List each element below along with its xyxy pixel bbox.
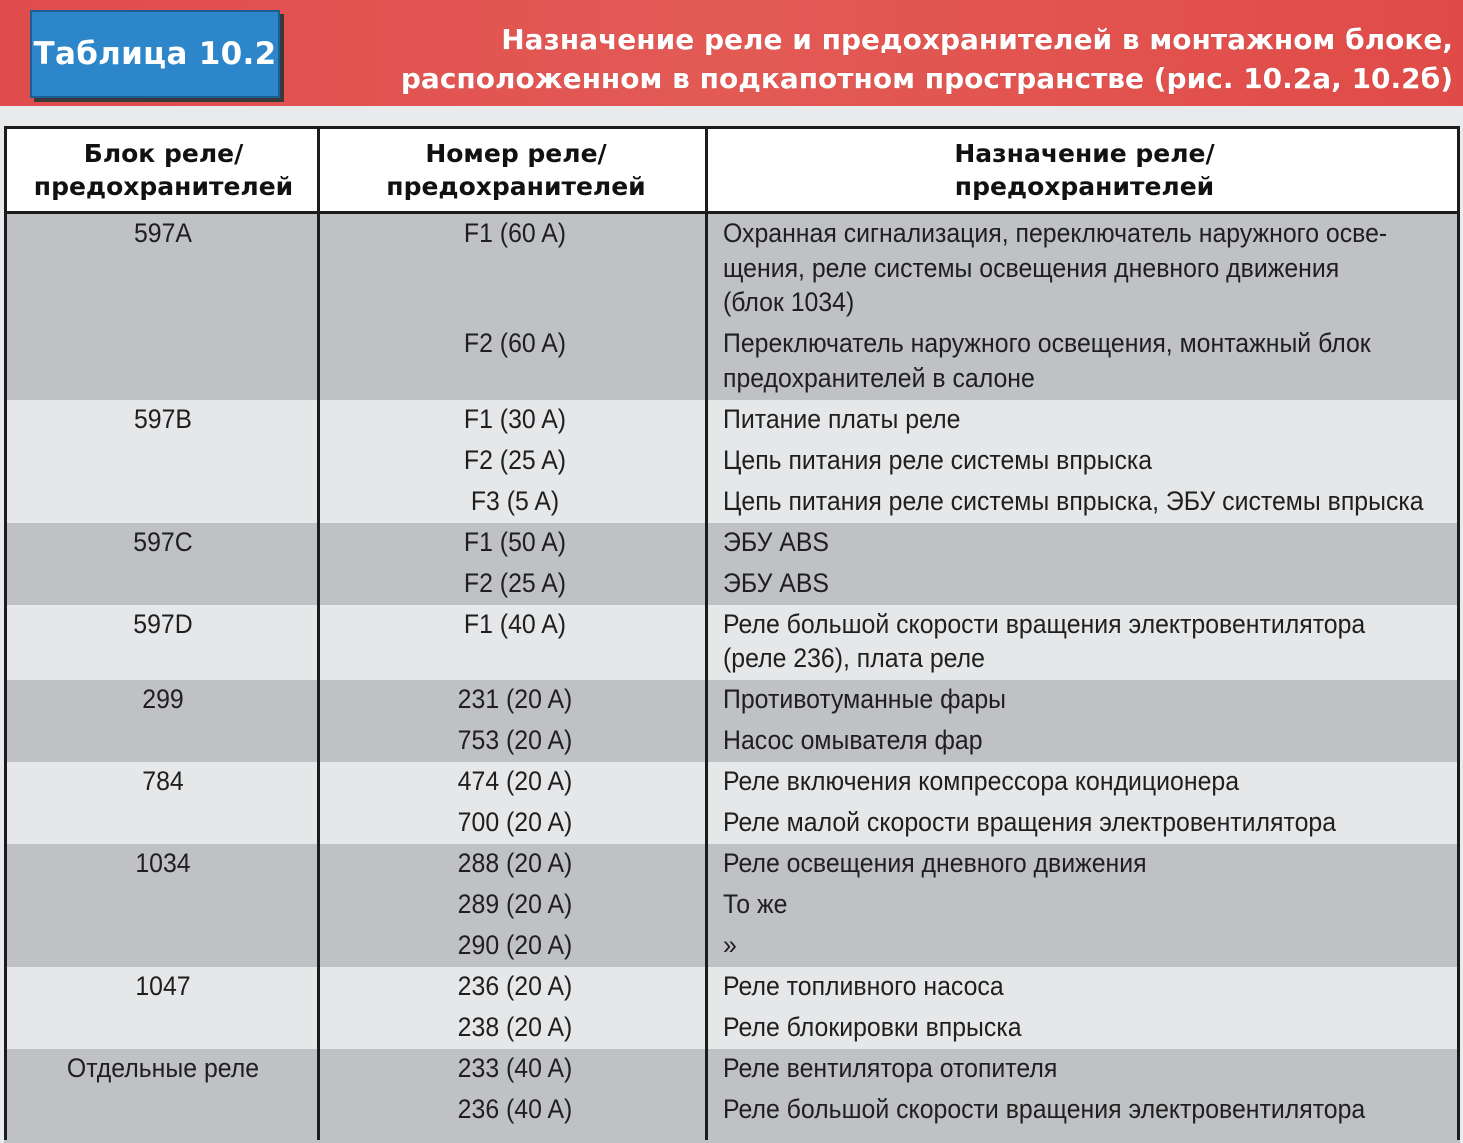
cell-number: 474 (20 A) xyxy=(457,766,573,796)
cell-number: F2 (25 A) xyxy=(463,567,567,598)
cell-block: 597D xyxy=(133,608,193,639)
cell-purpose-line: Переключатель наружного освещения, монтажный блок xyxy=(723,328,1371,358)
column-divider-2 xyxy=(705,126,708,1140)
table-border-right xyxy=(1457,126,1460,1140)
cell-purpose-line: Реле большой скорости вращения электровентилятора xyxy=(723,1094,1366,1124)
cell-number: F2 (25 A) xyxy=(463,444,567,475)
cell-number: 231 (20 A) xyxy=(457,684,573,714)
cell-purpose-line: Противотуманные фары xyxy=(723,684,1007,714)
cell-block: 597A xyxy=(133,218,193,248)
table-title-line-2: расположенном в подкапотном пространстве (рис. 10.2а, 10.2б) xyxy=(400,62,1453,95)
cell-number: 238 (20 A) xyxy=(457,1012,573,1042)
cell-purpose-line: Реле большой скорости вращения электровентилятора xyxy=(723,608,1366,639)
table-number-badge: Таблица 10.2 xyxy=(30,10,280,98)
cell-number: 233 (40 A) xyxy=(457,1053,573,1083)
table-title xyxy=(353,20,1453,98)
cell-block: 1047 xyxy=(135,971,191,1001)
cell-number: F1 (30 A) xyxy=(463,403,567,434)
cell-block: 597B xyxy=(133,403,193,434)
cell-number: 288 (20 A) xyxy=(457,848,573,878)
cell-purpose-line: Реле освещения дневного движения xyxy=(723,848,1147,878)
cell-block: 597C xyxy=(133,526,193,557)
cell-purpose-line: (реле 236), плата реле xyxy=(723,643,985,673)
cell-block: Отдельные реле xyxy=(66,1053,260,1083)
column-header-block: Блок реле/ предохранителей xyxy=(33,139,294,201)
relay-fuse-table xyxy=(0,126,1463,1140)
cell-number: F1 (50 A) xyxy=(463,526,567,557)
cell-purpose-line: ЭБУ ABS xyxy=(723,567,829,598)
cell-block: 299 xyxy=(142,684,184,714)
cell-purpose-line: Охранная сигнализация, переключатель наружного осве- xyxy=(723,218,1388,248)
column-divider-1 xyxy=(317,126,320,1140)
cell-number: 289 (20 A) xyxy=(457,889,573,919)
cell-purpose-line: (блок 1034) xyxy=(723,287,855,317)
cell-purpose-line: Реле малой скорости вращения электровентилятора xyxy=(723,807,1337,837)
cell-number: 290 (20 A) xyxy=(457,930,573,960)
cell-purpose-line: Насос омывателя фар xyxy=(723,725,983,755)
cell-purpose-line: предохранителей в салоне xyxy=(723,362,1035,393)
cell-purpose-line: Реле вентилятора отопителя xyxy=(723,1053,1058,1083)
cell-number: F3 (5 A) xyxy=(470,485,560,516)
cell-purpose-line: Реле включения компрессора кондиционера xyxy=(723,766,1240,796)
table-title-line-1: Назначение реле и предохранителей в монтажном блоке, xyxy=(501,23,1453,56)
cell-purpose-line: щения, реле системы освещения дневного движения xyxy=(723,252,1340,283)
cell-purpose-line: Цепь питания реле системы впрыска xyxy=(723,444,1153,475)
cell-purpose-line: Цепь питания реле системы впрыска, ЭБУ системы впрыска xyxy=(723,485,1424,516)
cell-purpose-line: Реле блокировки впрыска xyxy=(723,1012,1022,1042)
cell-purpose-line: Питание платы реле xyxy=(723,403,961,434)
column-header-number: Номер реле/ предохранителей xyxy=(386,139,646,201)
cell-purpose-line: » xyxy=(723,930,737,960)
cell-number: 753 (20 A) xyxy=(457,725,573,755)
cell-number: 236 (40 A) xyxy=(457,1094,573,1124)
cell-number: F1 (60 A) xyxy=(463,218,567,248)
cell-block: 784 xyxy=(142,766,184,796)
table-border-left xyxy=(4,126,7,1140)
cell-number: F1 (40 A) xyxy=(463,608,567,639)
cell-block: 1034 xyxy=(135,848,191,878)
cell-purpose-line: ЭБУ ABS xyxy=(723,526,829,557)
table-header-row xyxy=(4,126,1460,214)
cell-purpose-line: То же xyxy=(723,889,788,919)
cell-number: 700 (20 A) xyxy=(457,807,573,837)
cell-number: 236 (20 A) xyxy=(457,971,573,1001)
cell-purpose-line: Реле топливного насоса xyxy=(723,971,1004,1001)
column-header-purpose: Назначение реле/ предохранителей xyxy=(954,139,1215,201)
cell-number: F2 (60 A) xyxy=(463,328,567,358)
